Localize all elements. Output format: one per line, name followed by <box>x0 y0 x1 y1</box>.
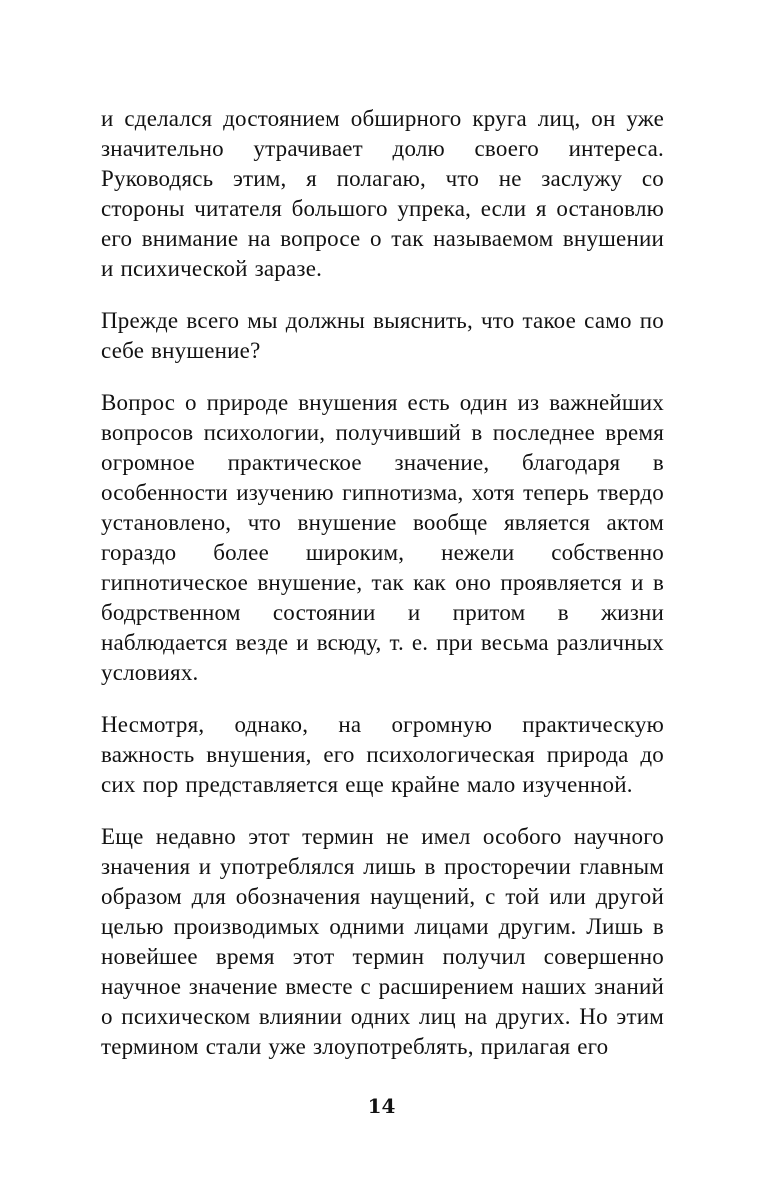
paragraph: Еще недавно этот термин не имел особого научного значения и употреблялся лишь в просторечии главным образом для обозначения наущений, с той или другой целью производимых одними лицами другим. Лишь в новейшее время этот термин получил совершенно научное значение вместе с расширением наших знаний о психическом влиянии одних лиц на других. Но этим термином стали уже злоупотреблять, прилагая его <box>101 824 664 1059</box>
page-text-block <box>101 104 664 1062</box>
paragraph: Прежде всего мы должны выяснить, что такое само по себе внушение? <box>101 308 664 363</box>
paragraph: Вопрос о природе внушения есть один из важнейших вопросов психологии, получивший в последнее время огромное практическое значение, благодаря в особенности изучению гипнотизма, хотя теперь твердо установлено, что внушение вообще является актом гораздо более широким, нежели собственно гипнотическое внушение, так как оно проявляется и в бодрственном состоянии и притом в жизни наблюдается везде и всюду, т. е. при весьма различных условиях. <box>101 390 664 685</box>
paragraph: Несмотря, однако, на огромную практическую важность внушения, его психологическая природа до сих пор представляется еще крайне мало изученной. <box>101 712 664 797</box>
paragraph: и сделался достоянием обширного круга лиц, он уже значительно утрачивает долю своего интереса. Руководясь этим, я полагаю, что не заслужу со стороны читателя большого упрека, если я остановлю его внимание на вопросе о так называемом внушении и психической заразе. <box>101 106 664 281</box>
page-number: 14 <box>367 1094 396 1118</box>
